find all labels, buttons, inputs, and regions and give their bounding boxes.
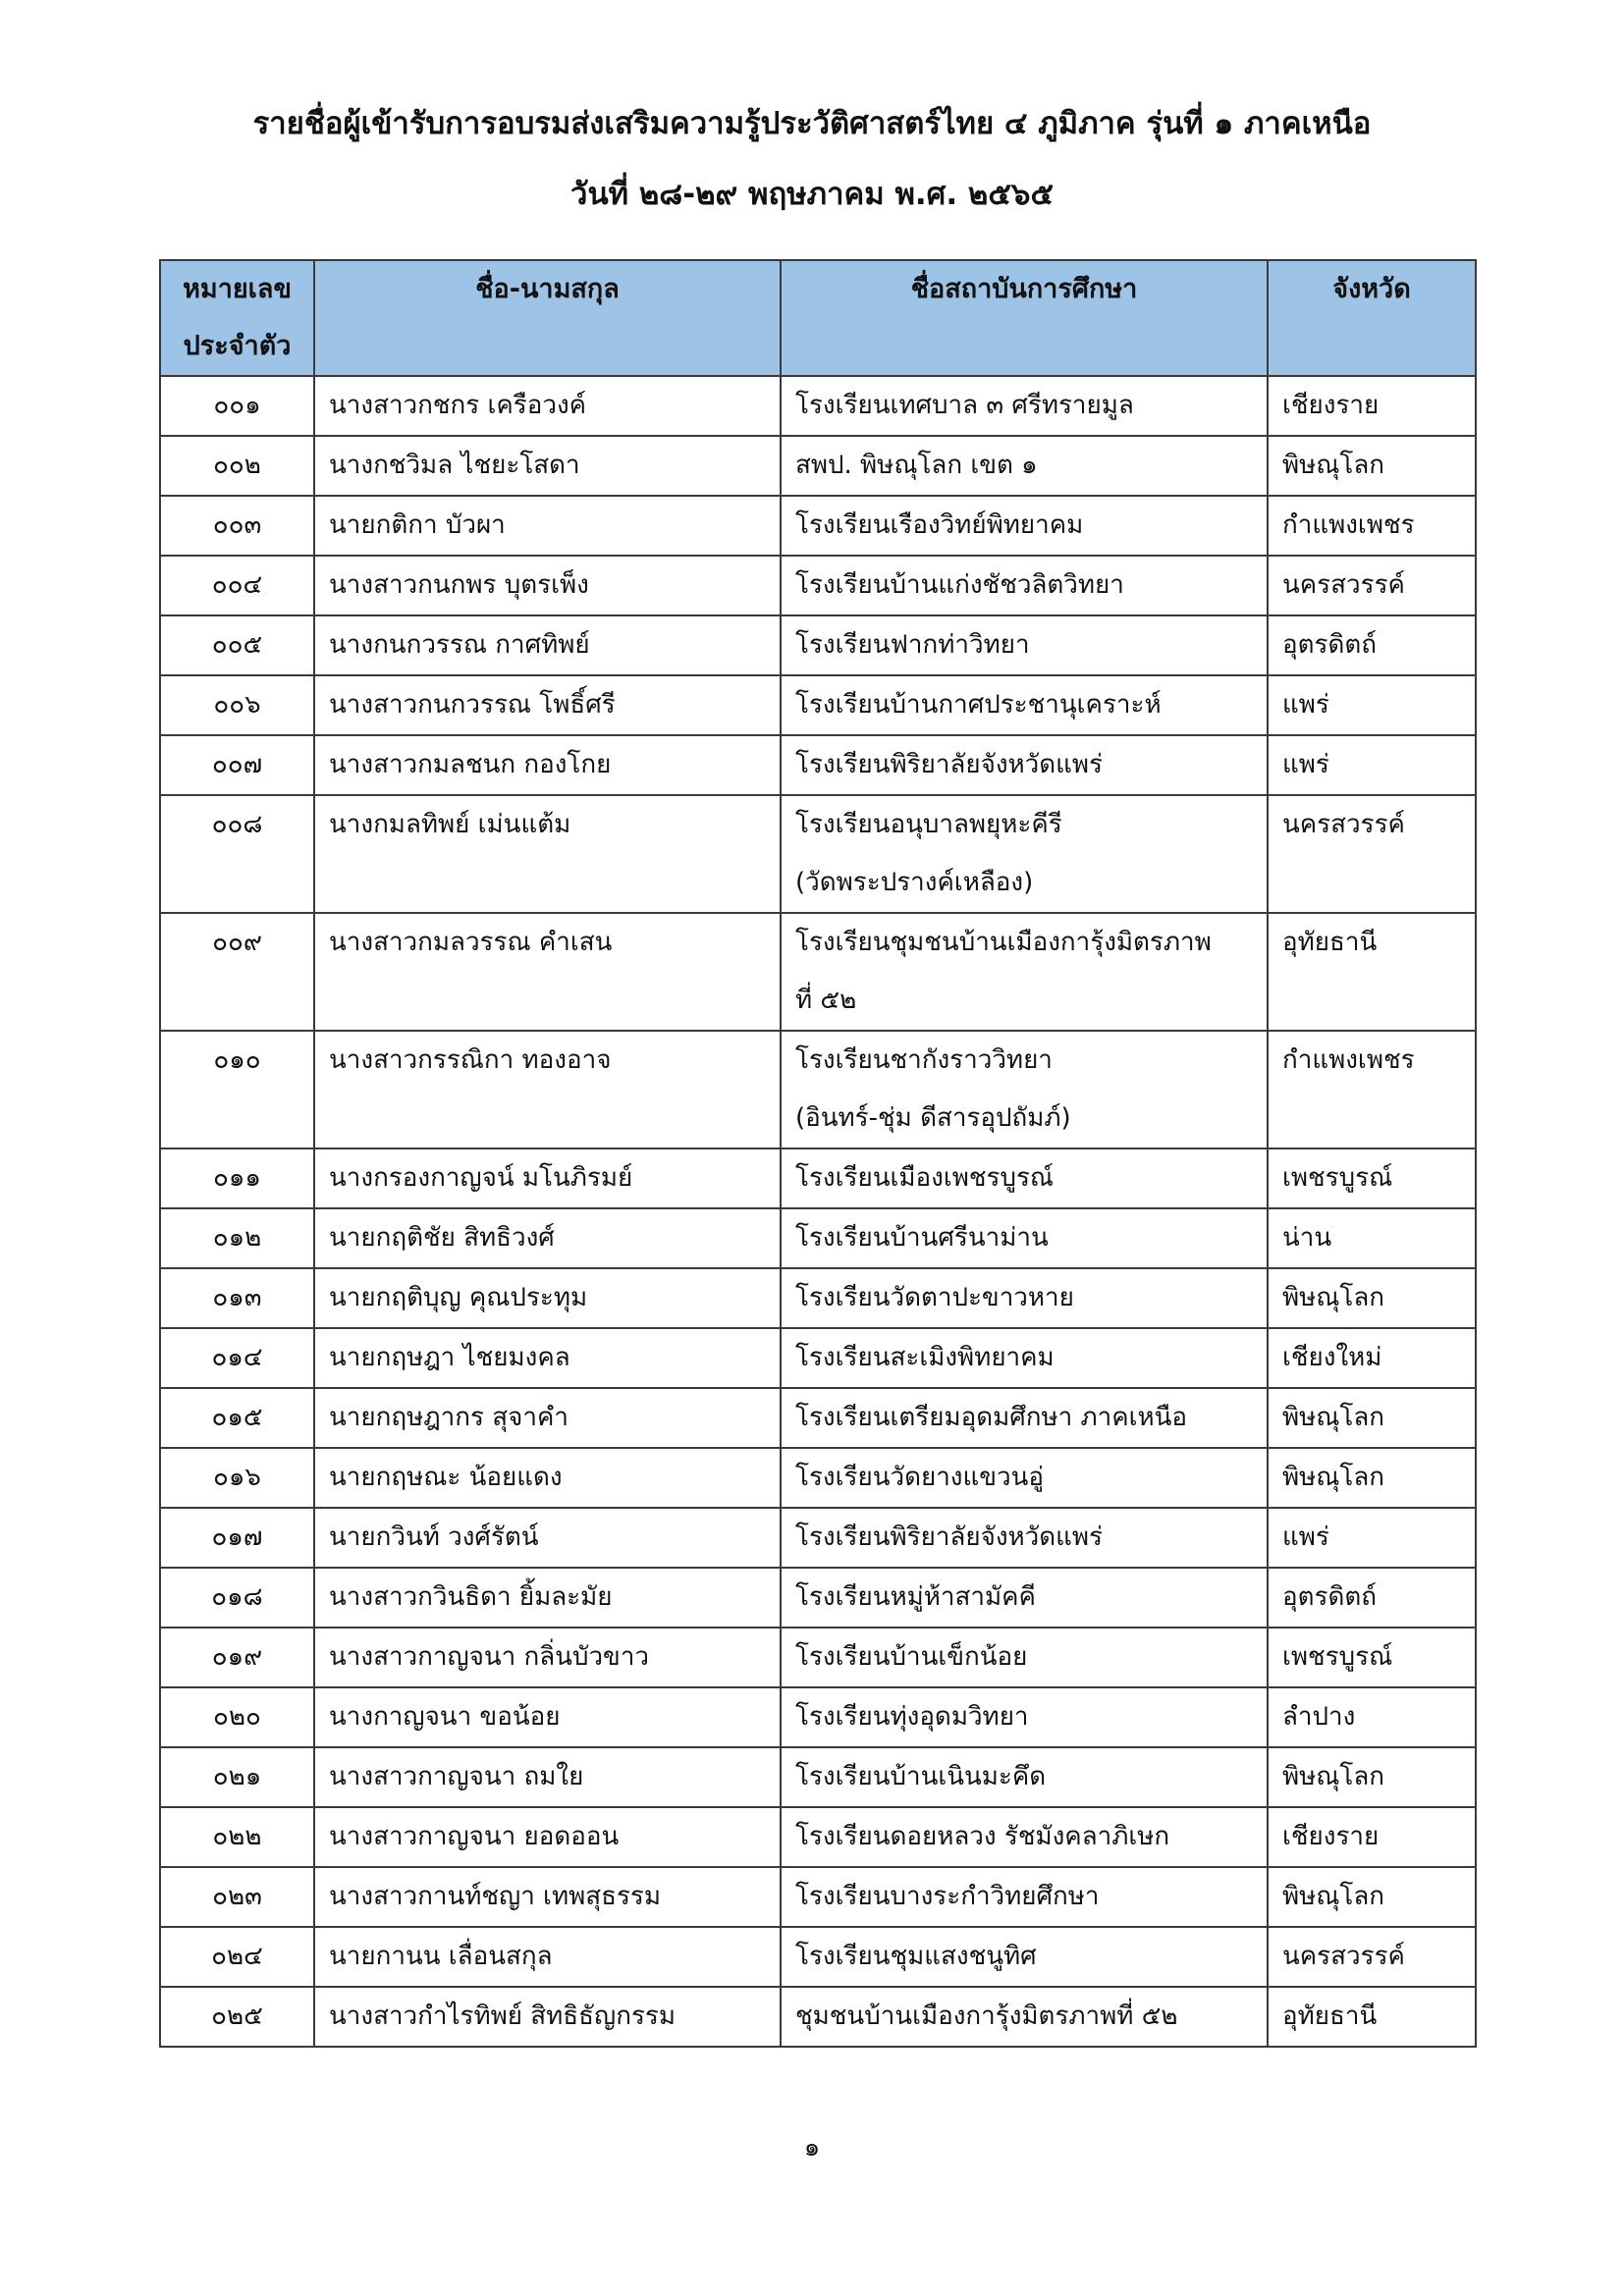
province: นครสวรรค์ [1268, 556, 1476, 615]
table-row [160, 735, 1476, 795]
participant-id: ๐๐๗ [160, 735, 314, 795]
province: น่าน [1268, 1208, 1476, 1268]
institution-cell [781, 1148, 1268, 1208]
institution-cell [781, 1927, 1268, 1987]
institution-line: โรงเรียนฟากท่าวิทยา [795, 630, 1030, 660]
table-row [160, 795, 1476, 913]
province: อุตรดิตถ์ [1268, 1568, 1476, 1628]
participant-id: ๐๑๒ [160, 1208, 314, 1268]
participant-name: นายกฤษฎา ไชยมงคล [314, 1328, 781, 1388]
participant-id: ๐๑๘ [160, 1568, 314, 1628]
table-row [160, 1031, 1476, 1148]
institution-cell [781, 556, 1268, 615]
institution-cell [781, 1328, 1268, 1388]
participant-id: ๐๑๗ [160, 1508, 314, 1568]
table-body [160, 376, 1476, 2047]
province: ลำปาง [1268, 1687, 1476, 1747]
institution-line: โรงเรียนชากังราววิทยา [795, 1045, 1053, 1075]
participant-name: นายกานน เลื่อนสกุล [314, 1927, 781, 1987]
province: อุทัยธานี [1268, 913, 1476, 1031]
institution-line: โรงเรียนสะเมิงพิทยาคม [795, 1343, 1055, 1372]
participant-name: นายกวินท์ วงศ์รัตน์ [314, 1508, 781, 1568]
table-row [160, 1508, 1476, 1568]
table-row [160, 913, 1476, 1031]
table-row [160, 1388, 1476, 1448]
table-row [160, 556, 1476, 615]
header-id-line2: ประจำตัว [183, 331, 292, 361]
province: นครสวรรค์ [1268, 795, 1476, 913]
table-row [160, 1867, 1476, 1927]
participant-id: ๐๑๐ [160, 1031, 314, 1148]
participant-name: นางสาวกำไรทิพย์ สิทธิธัญกรรม [314, 1987, 781, 2047]
institution-line: โรงเรียนชุมแสงชนูทิศ [795, 1942, 1037, 1971]
table-row [160, 1568, 1476, 1628]
participant-id: ๐๑๔ [160, 1328, 314, 1388]
institution-cell [781, 675, 1268, 735]
participant-name: นายกฤติชัย สิทธิวงศ์ [314, 1208, 781, 1268]
participant-name: นางกมลทิพย์ เม่นแต้ม [314, 795, 781, 913]
participant-id: ๐๐๘ [160, 795, 314, 913]
institution-line: โรงเรียนเรืองวิทย์พิทยาคม [795, 510, 1084, 540]
province: เพชรบูรณ์ [1268, 1148, 1476, 1208]
participant-name: นางสาวกชกร เครือวงค์ [314, 376, 781, 436]
institution-line: โรงเรียนบางระกำวิทยศึกษา [795, 1882, 1100, 1911]
participant-id: ๐๒๒ [160, 1807, 314, 1867]
document-date: วันที่ ๒๘-๒๙ พฤษภาคม พ.ศ. ๒๕๖๕ [570, 177, 1054, 212]
institution-line: โรงเรียนเตรียมอุดมศึกษา ภาคเหนือ [795, 1403, 1188, 1432]
header-name: ชื่อ-นามสกุล [314, 260, 781, 376]
province: เพชรบูรณ์ [1268, 1628, 1476, 1687]
province: พิษณุโลก [1268, 1268, 1476, 1328]
participant-id: ๐๒๓ [160, 1867, 314, 1927]
header-institution: ชื่อสถาบันการศึกษา [781, 260, 1268, 376]
institution-line: โรงเรียนอนุบาลพยุหะคีรี [795, 810, 1062, 839]
institution-cell [781, 496, 1268, 556]
institution-cell [781, 615, 1268, 675]
participant-name: นางสาวกรรณิกา ทองอาจ [314, 1031, 781, 1148]
participant-name: นางกนกวรรณ กาศทิพย์ [314, 615, 781, 675]
table-row [160, 1747, 1476, 1807]
table-row [160, 1628, 1476, 1687]
table-row [160, 675, 1476, 735]
institution-cell [781, 1508, 1268, 1568]
province: เชียงใหม่ [1268, 1328, 1476, 1388]
province: พิษณุโลก [1268, 436, 1476, 496]
institution-cell [781, 1568, 1268, 1628]
table-row [160, 1807, 1476, 1867]
participant-name: นางสาวกวินธิดา ยิ้มละมัย [314, 1568, 781, 1628]
province: กำแพงเพชร [1268, 496, 1476, 556]
table-row [160, 436, 1476, 496]
participant-name: นายกฤษณะ น้อยแดง [314, 1448, 781, 1508]
institution-line: (วัดพระปรางค์เหลือง) [795, 868, 1034, 897]
institution-cell [781, 1208, 1268, 1268]
province: กำแพงเพชร [1268, 1031, 1476, 1148]
province: พิษณุโลก [1268, 1867, 1476, 1927]
table-row [160, 1987, 1476, 2047]
table-row [160, 1687, 1476, 1747]
institution-line: โรงเรียนบ้านแก่งชัชวลิตวิทยา [795, 570, 1124, 600]
table-row [160, 1268, 1476, 1328]
page-number: ๑ [803, 2133, 821, 2163]
institution-line: โรงเรียนบ้านเนินมะคึด [795, 1762, 1047, 1791]
institution-line: โรงเรียนเทศบาล ๓ ศรีทรายมูล [795, 391, 1134, 420]
participant-name: นางสาวกาญจนา ยอดออน [314, 1807, 781, 1867]
institution-line: โรงเรียนทุ่งอุดมวิทยา [795, 1702, 1029, 1732]
province: แพร่ [1268, 675, 1476, 735]
table-row [160, 1328, 1476, 1388]
participant-name: นายกฤษฎากร สุจาคำ [314, 1388, 781, 1448]
institution-line: สพป. พิษณุโลก เขต ๑ [795, 451, 1038, 480]
institution-cell [781, 913, 1268, 1031]
participant-name: นางกาญจนา ขอน้อย [314, 1687, 781, 1747]
province: เชียงราย [1268, 1807, 1476, 1867]
institution-line: โรงเรียนพิริยาลัยจังหวัดแพร่ [795, 750, 1104, 779]
participant-id: ๐๐๕ [160, 615, 314, 675]
participant-id: ๐๒๕ [160, 1987, 314, 2047]
province: เชียงราย [1268, 376, 1476, 436]
institution-line: โรงเรียนหมู่ห้าสามัคคี [795, 1582, 1036, 1612]
participant-id: ๐๑๑ [160, 1148, 314, 1208]
participant-id: ๐๐๒ [160, 436, 314, 496]
table-row [160, 376, 1476, 436]
institution-cell [781, 1747, 1268, 1807]
institution-line: (อินทร์-ชุ่ม ดีสารอุปถัมภ์) [795, 1103, 1071, 1133]
institution-cell [781, 376, 1268, 436]
institution-line: โรงเรียนดอยหลวง รัชมังคลาภิเษก [795, 1822, 1170, 1851]
province: อุตรดิตถ์ [1268, 615, 1476, 675]
institution-line: โรงเรียนเมืองเพชรบูรณ์ [795, 1163, 1055, 1193]
participant-name: นายกติกา บัวผา [314, 496, 781, 556]
participant-name: นางสาวกานท์ชญา เทพสุธรรม [314, 1867, 781, 1927]
table-row [160, 615, 1476, 675]
participant-name: นางกรองกาญจน์ มโนภิรมย์ [314, 1148, 781, 1208]
participant-id: ๐๑๓ [160, 1268, 314, 1328]
participant-id: ๐๑๙ [160, 1628, 314, 1687]
institution-line: โรงเรียนพิริยาลัยจังหวัดแพร่ [795, 1522, 1104, 1552]
participant-id: ๐๐๖ [160, 675, 314, 735]
institution-line: โรงเรียนวัดตาปะขาวหาย [795, 1283, 1074, 1312]
province: แพร่ [1268, 735, 1476, 795]
participant-name: นางสาวกมลชนก กองโกย [314, 735, 781, 795]
table-row [160, 1208, 1476, 1268]
participant-name: นางสาวกาญจนา กลิ่นบัวขาว [314, 1628, 781, 1687]
institution-cell [781, 1268, 1268, 1328]
institution-cell [781, 795, 1268, 913]
institution-line: ชุมชนบ้านเมืองการุ้งมิตรภาพที่ ๕๒ [795, 2002, 1178, 2031]
participant-name: นายกฤติบุญ คุณประทุม [314, 1268, 781, 1328]
institution-cell [781, 1867, 1268, 1927]
table-header-row [160, 260, 1476, 376]
participant-name: นางกชวิมล ไชยะโสดา [314, 436, 781, 496]
province: พิษณุโลก [1268, 1388, 1476, 1448]
participant-name: นางสาวกาญจนา ถมใย [314, 1747, 781, 1807]
institution-cell [781, 1987, 1268, 2047]
institution-line: โรงเรียนบ้านเข็กน้อย [795, 1642, 1028, 1672]
document-title: รายชื่อผู้เข้ารับการอบรมส่งเสริมความรู้ประวัติศาสตร์ไทย ๔ ภูมิภาค รุ่นที่ ๑ ภาคเหนือ [252, 106, 1372, 141]
participant-id: ๐๐๙ [160, 913, 314, 1031]
province: อุทัยธานี [1268, 1987, 1476, 2047]
table-row [160, 1927, 1476, 1987]
participant-id: ๐๐๓ [160, 496, 314, 556]
participant-id: ๐๐๔ [160, 556, 314, 615]
province: พิษณุโลก [1268, 1448, 1476, 1508]
participant-id: ๐๒๑ [160, 1747, 314, 1807]
institution-line: โรงเรียนบ้านศรีนาม่าน [795, 1223, 1049, 1253]
province: แพร่ [1268, 1508, 1476, 1568]
institution-line: ที่ ๕๒ [795, 986, 857, 1015]
institution-line: โรงเรียนบ้านกาศประชานุเคราะห์ [795, 690, 1162, 720]
participant-id: ๐๑๖ [160, 1448, 314, 1508]
institution-cell [781, 1687, 1268, 1747]
table-row [160, 1448, 1476, 1508]
participant-id: ๐๒๔ [160, 1927, 314, 1987]
participant-id: ๐๑๕ [160, 1388, 314, 1448]
institution-cell [781, 1807, 1268, 1867]
header-province: จังหวัด [1268, 260, 1476, 376]
province: พิษณุโลก [1268, 1747, 1476, 1807]
institution-cell [781, 436, 1268, 496]
table-row [160, 496, 1476, 556]
participant-name: นางสาวกนกพร บุตรเพ็ง [314, 556, 781, 615]
institution-cell [781, 1031, 1268, 1148]
participant-name: นางสาวกนกวรรณ โพธิ์ศรี [314, 675, 781, 735]
institution-line: โรงเรียนวัดยางแขวนอู่ [795, 1463, 1045, 1492]
institution-cell [781, 1448, 1268, 1508]
institution-cell [781, 1628, 1268, 1687]
header-id [160, 260, 314, 376]
province: นครสวรรค์ [1268, 1927, 1476, 1987]
header-id-line1: หมายเลข [183, 274, 292, 304]
institution-cell [781, 1388, 1268, 1448]
institution-line: โรงเรียนชุมชนบ้านเมืองการุ้งมิตรภาพ [795, 928, 1212, 957]
table-row [160, 1148, 1476, 1208]
institution-cell [781, 735, 1268, 795]
participant-table [159, 259, 1477, 2048]
participant-name: นางสาวกมลวรรณ คำเสน [314, 913, 781, 1031]
participant-id: ๐๐๑ [160, 376, 314, 436]
participant-id: ๐๒๐ [160, 1687, 314, 1747]
